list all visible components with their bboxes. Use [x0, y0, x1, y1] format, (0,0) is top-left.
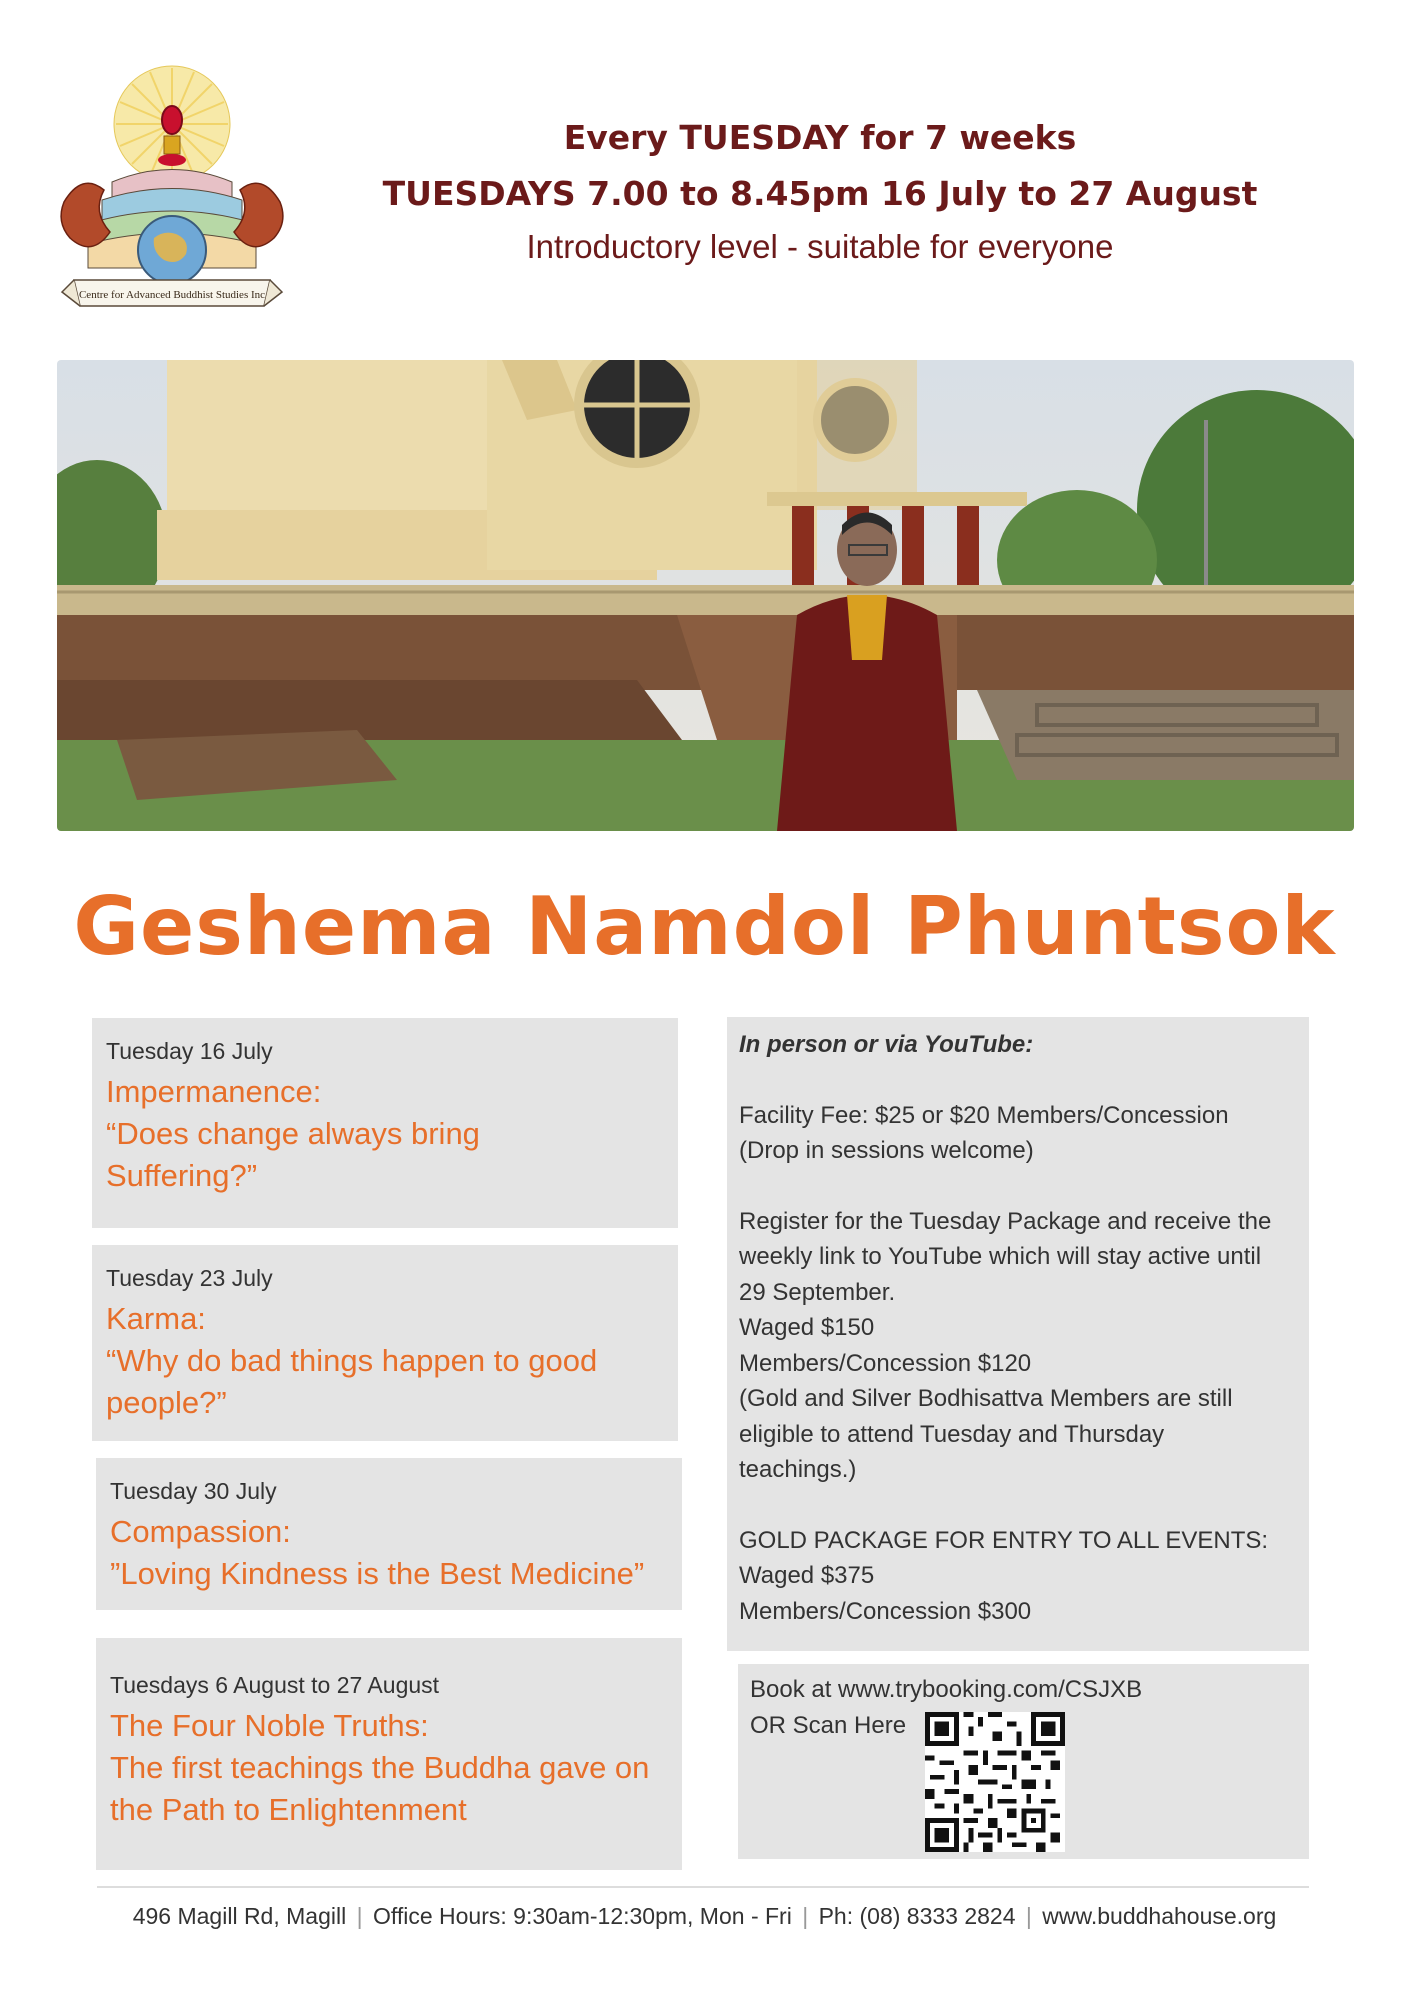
schedule-times: TUESDAYS 7.00 to 8.45pm 16 July to 27 August [382, 174, 1258, 213]
footer-address: 496 Magill Rd, Magill [132, 1903, 347, 1929]
package-text: weekly link to YouTube which will stay active until [739, 1243, 1262, 1270]
session-title: Compassion: [110, 1514, 291, 1549]
logo-banner-text: Centre for Advanced Buddhist Studies Inc [78, 289, 266, 301]
session-title: Impermanence: [106, 1074, 322, 1109]
package-note: teachings.) [739, 1456, 857, 1483]
stupa-photo-illustration [57, 360, 1354, 831]
session-date: Tuesdays 6 August to 27 August [110, 1672, 440, 1698]
package-text: Register for the Tuesday Package and receive the [739, 1207, 1272, 1235]
session-date: Tuesday 23 July [106, 1265, 273, 1291]
footer-contact [0, 1903, 1409, 1930]
cabs-emblem-icon [52, 62, 292, 312]
package-note: (Gold and Silver Bodhisattva Members are still [739, 1385, 1233, 1412]
booking-link[interactable]: Book at www.trybooking.com/CSJXB [750, 1676, 1143, 1703]
gold-price-concession: Members/Concession $300 [739, 1597, 1032, 1625]
level-subtitle: Introductory level - suitable for everyone [526, 228, 1114, 265]
session-title: The first teachings the Buddha gave on [110, 1750, 650, 1785]
session-title: “Why do bad things happen to good [106, 1343, 598, 1378]
session-date: Tuesday 30 July [110, 1478, 277, 1504]
session-card [96, 1458, 682, 1610]
session-title: the Path to Enlightenment [110, 1792, 467, 1827]
pricing-info-panel [727, 1017, 1309, 1651]
scan-label: OR Scan Here [750, 1712, 907, 1739]
drop-in-note: (Drop in sessions welcome) [739, 1137, 1034, 1164]
footer-separator: | [1025, 1903, 1032, 1929]
package-text: 29 September. [739, 1278, 896, 1306]
package-note: eligible to attend Tuesday and Thursday [739, 1420, 1165, 1448]
session-title: people?” [106, 1385, 227, 1420]
schedule-heading: Every TUESDAY for 7 weeks [563, 118, 1077, 157]
session-card [92, 1245, 678, 1441]
qr-code-icon[interactable] [925, 1712, 1065, 1852]
gold-price-waged: Waged $375 [739, 1562, 875, 1589]
gold-package-heading: GOLD PACKAGE FOR ENTRY TO ALL EVENTS: [739, 1526, 1269, 1554]
facility-fee: Facility Fee: $25 or $20 Members/Concession [739, 1101, 1229, 1129]
session-title: Suffering?” [106, 1158, 258, 1193]
package-price-waged: Waged $150 [739, 1314, 875, 1341]
footer-divider [97, 1886, 1309, 1888]
session-title: “Does change always bring [106, 1116, 480, 1151]
session-date: Tuesday 16 July [106, 1038, 273, 1064]
session-title: Karma: [106, 1301, 206, 1336]
session-title: The Four Noble Truths: [110, 1708, 429, 1743]
footer-office-hours: Office Hours: 9:30am-12:30pm, Mon - Fri [372, 1903, 792, 1929]
teacher-name: Geshema Namdol Phuntsok [73, 880, 1336, 973]
session-card [92, 1018, 678, 1228]
session-title: ”Loving Kindness is the Best Medicine” [110, 1556, 645, 1591]
footer-separator: | [356, 1903, 363, 1929]
package-price-concession: Members/Concession $120 [739, 1349, 1032, 1377]
footer-website[interactable]: www.buddhahouse.org [1042, 1903, 1277, 1929]
footer-separator: | [802, 1903, 809, 1929]
attendance-heading: In person or via YouTube: [739, 1031, 1034, 1058]
session-card [96, 1638, 682, 1870]
footer-phone[interactable]: Ph: (08) 8333 2824 [818, 1903, 1016, 1929]
